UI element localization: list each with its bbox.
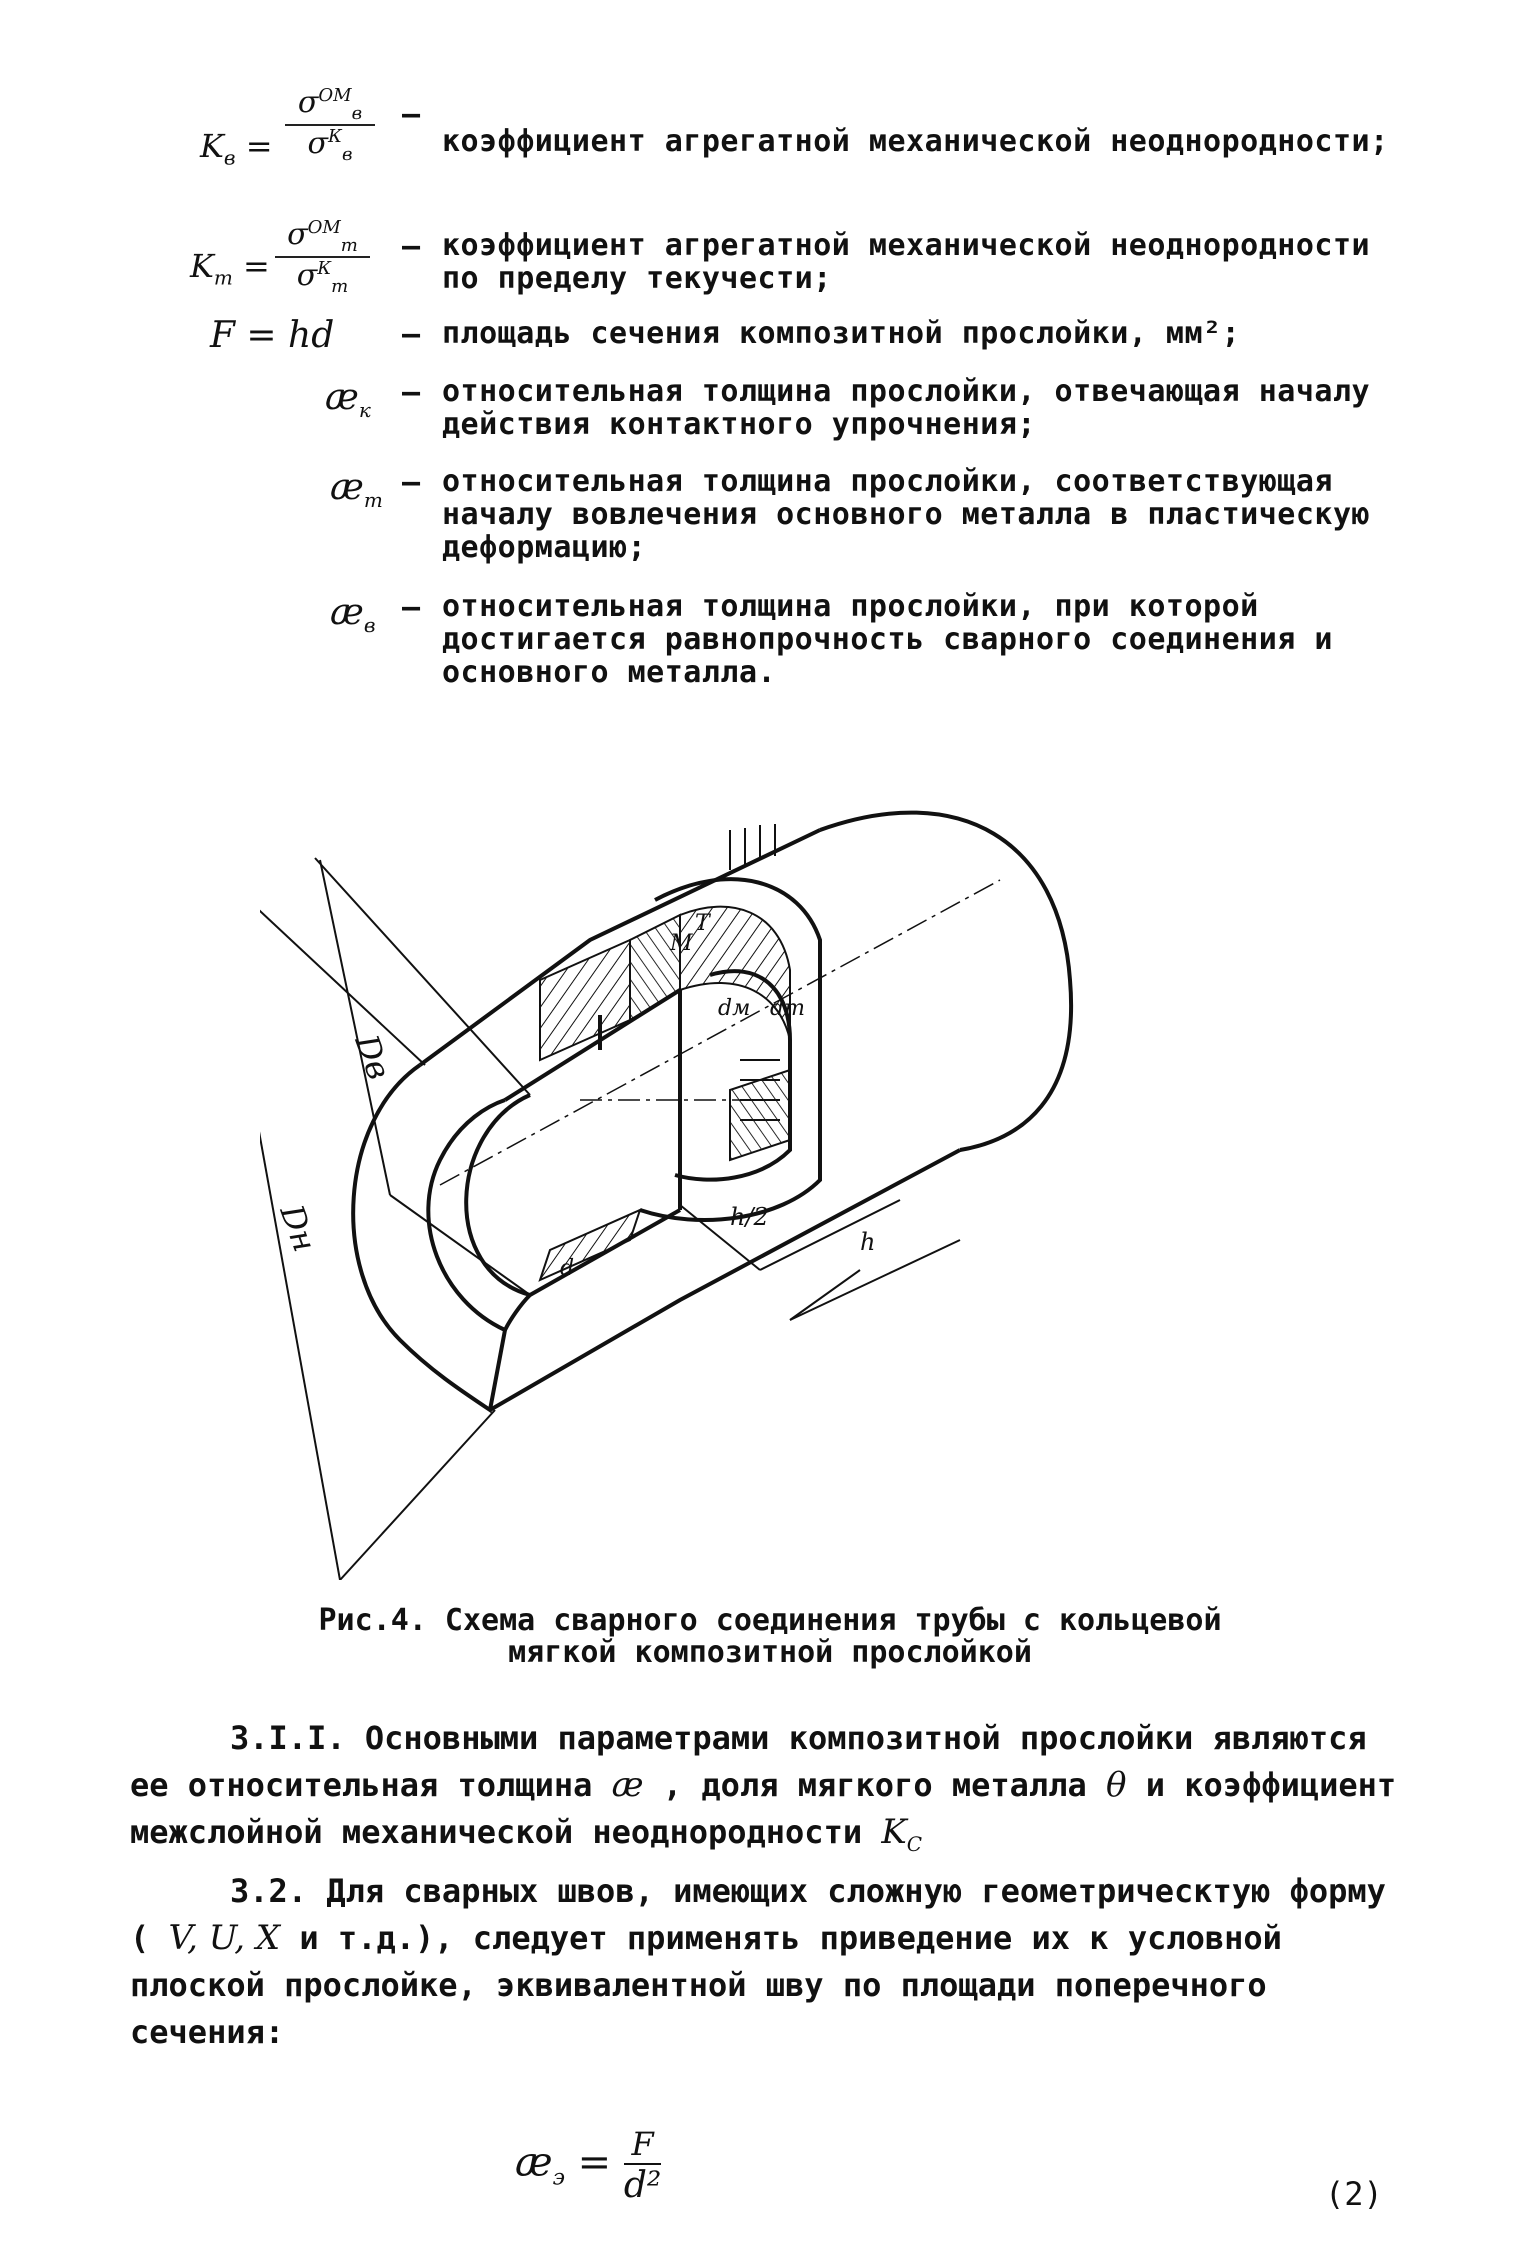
weld-layer-bottom xyxy=(540,1210,640,1280)
symbol-theta: θ xyxy=(1105,1765,1127,1805)
symbol-kc: $K_C$ xyxy=(881,1812,923,1856)
label-dh: Dн xyxy=(272,1199,325,1257)
label-dv: Dв xyxy=(347,1029,399,1085)
dim-dv-line xyxy=(320,860,390,1195)
definition-xt xyxy=(170,463,1430,588)
definition-symbol: F = hd xyxy=(210,315,335,356)
definition-xk xyxy=(170,373,1430,463)
definition-dash: – xyxy=(402,317,421,352)
definition-symbol: $K_в$ = $\sigma^{ОМ}_в$ $\sigma^К_в$ xyxy=(170,95,400,227)
equation-number: (2) xyxy=(1325,2175,1383,2213)
definition-kt xyxy=(170,217,1430,315)
caption-line-2: мягкой композитной прослойкой xyxy=(508,1635,1032,1670)
definition-text: относительная толщина прослойки, при которой достигается равнопрочность сварного соединения и основного металла. xyxy=(442,589,1333,690)
definition-symbol: $æ_к$ xyxy=(325,377,371,423)
definition-text: относительная толщина прослойки, отвечающая началу действия контактного упрочнения; xyxy=(442,374,1371,442)
paragraph-3-1-1: 3.I.I. Основными параметрами композитной прослойки являются ее относительная толщина æ , доля мягкого металла θ и коэффициент межслойной механической неоднородности $K_C$ xyxy=(130,1719,1397,1856)
definition-symbol: $æ_в$ xyxy=(330,592,376,638)
label-d: d xyxy=(560,1256,575,1281)
pipe-outer-right-end xyxy=(820,813,1071,1150)
definition-text: коэффициент агрегатной механической неоднородности; xyxy=(442,124,1389,159)
body-text xyxy=(130,1715,1410,2056)
label-t: T xyxy=(695,911,710,936)
definition-dash: – xyxy=(402,375,421,410)
definition-symbol: $K_т$ = $\sigma^{ОМ}_т$ $\sigma^К_т$ xyxy=(170,227,400,315)
definitions-list xyxy=(170,85,1430,698)
symbol-kappa: æ xyxy=(611,1765,644,1805)
pipe-joint-diagram xyxy=(260,800,1270,1580)
label-h2: h/2 xyxy=(730,1203,769,1231)
label-h: h xyxy=(860,1228,876,1256)
definition-dash: – xyxy=(402,590,421,625)
weld-layer-right-m xyxy=(730,1070,790,1160)
label-m: M xyxy=(670,931,693,956)
paragraph-3-2: 3.2. Для сварных швов, имеющих сложную геометрическтую форму ( V, U, X и т.д.), следует применять приведение их к условной плоской прослойке, эквивалентной шву по площади поперечного сечения: xyxy=(130,1871,1386,2051)
definition-dash: – xyxy=(402,229,421,264)
definition-text: площадь сечения композитной прослойки, мм²; xyxy=(442,316,1241,351)
pipe-inner-bore xyxy=(466,1095,530,1295)
definition-dash: – xyxy=(402,465,421,500)
weld-layer-top xyxy=(540,940,630,1060)
definition-kv xyxy=(170,85,1430,227)
definition-f xyxy=(170,315,1430,373)
definition-text: коэффициент агрегатной механической неоднородности по пределу текучести; xyxy=(442,228,1371,296)
definition-symbol: $æ_т$ xyxy=(330,467,383,513)
label-dm: dм xyxy=(718,996,751,1021)
figure-caption xyxy=(200,1605,1340,1669)
label-dt: dт xyxy=(770,996,805,1021)
definition-xv xyxy=(170,588,1430,698)
weld-shapes: V, U, X xyxy=(168,1917,281,1958)
definition-dash: – xyxy=(402,97,421,132)
definition-text: относительная толщина прослойки, соответствующая началу вовлечения основного металла в пластическую деформацию; xyxy=(442,464,1371,565)
pipe-front-section xyxy=(353,1065,505,1410)
formula-2: $æ_э$ = $\frac{F}{\text{d²}}$ xyxy=(515,2125,662,2206)
caption-line-1: Рис.4. Схема сварного соединения трубы с кольцевой xyxy=(318,1603,1222,1638)
